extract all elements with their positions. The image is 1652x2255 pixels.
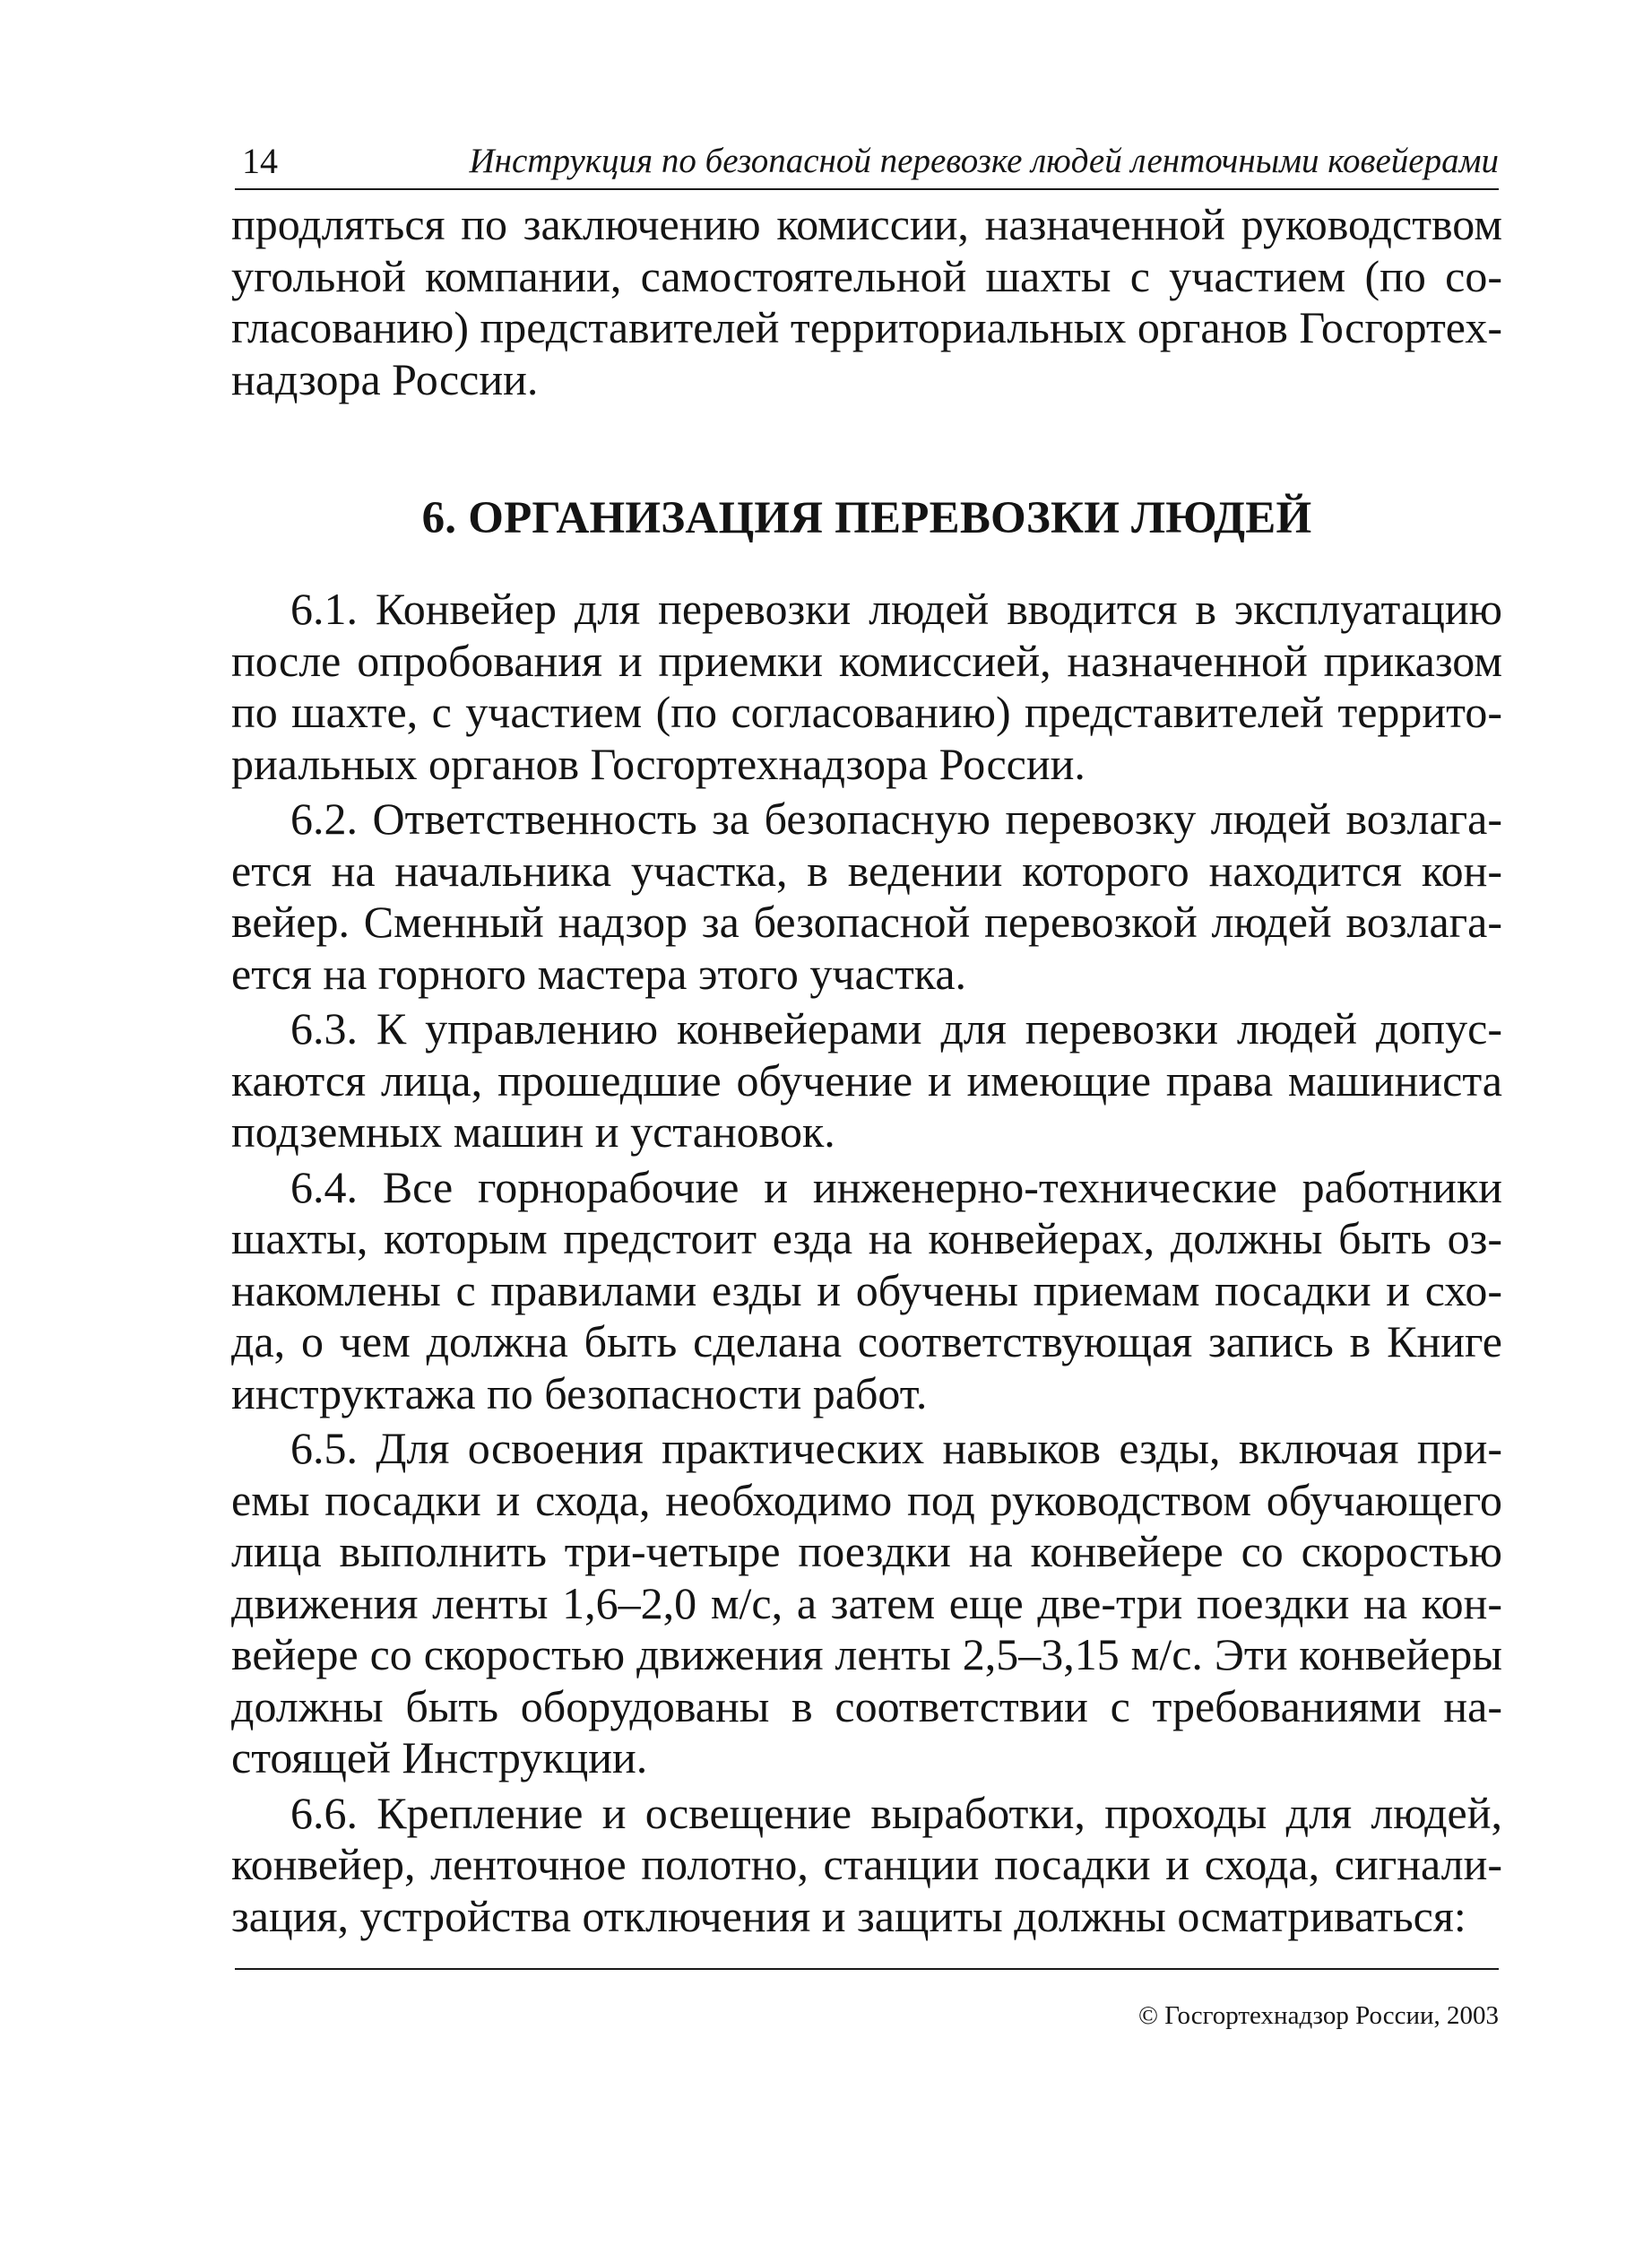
page-number: 14: [242, 141, 278, 181]
running-title: Инструкция по безопасной перевозке людей ленточными ковейерами: [469, 142, 1499, 180]
continued-paragraph: продляться по заключению комиссии, назначенной руководством угольной компании, самостоятельной шахты с участием (по согласованию) представителей территориальных органов Госгортехнадзора России.: [231, 199, 1502, 404]
paragraph-6-5: 6.5. Для освоения практических навыков езды, включая приемы посадки и схода, необходимо под руководством обучающего лица выполнить три-четыре поездки на конвейере со скоростью движения ленты 1,6–2,0 м/с, а затем еще две-три поездки на конвейере со скоростью движения ленты 2,5–3,15 м/с. Эти конвейеры должны быть оборудованы в соответствии с требованиями настоящей Инструкции.: [231, 1423, 1502, 1782]
paragraph-6-2: 6.2. Ответственность за безопасную перевозку людей возлагается на начальника участка, в ведении которого находится конвейер. Сменный надзор за безопасной перевозкой людей возлагается на горного мастера этого участка.: [231, 794, 1502, 999]
paragraph-6-4: 6.4. Все горнорабочие и инженерно-технические работники шахты, которым предстоит езда на конвейерах, должны быть ознакомлены с правилами езды и обучены приемам посадки и схода, о чем должна быть сделана соответствующая запись в Книге инструктажа по безопасности работ.: [231, 1161, 1502, 1418]
copyright-notice: © Госгортехнадзор России, 2003: [1138, 2001, 1499, 2030]
paragraph-6-6: 6.6. Крепление и освещение выработки, проходы для людей, конвейер, ленточное полотно, станции посадки и схода, сигнализация, устройства отключения и защиты должны осматриваться:: [231, 1787, 1502, 1941]
page-body: [231, 199, 1502, 1946]
paragraph-6-3: 6.3. К управлению конвейерами для перевозки людей допускаются лица, прошедшие обучение и имеющие права машиниста подземных машин и установок.: [231, 1003, 1502, 1157]
footer-divider: [235, 1968, 1499, 1970]
paragraph-6-1: 6.1. Конвейер для перевозки людей вводится в эксплуатацию после опробования и приемки комиссией, назначенной приказом по шахте, с участием (по согласованию) представителей территориальных органов Госгортехнадзора России.: [231, 584, 1502, 789]
section-heading: 6. ОРГАНИЗАЦИЯ ПЕРЕВОЗКИ ЛЮДЕЙ: [421, 493, 1312, 543]
running-header: [235, 133, 1499, 190]
